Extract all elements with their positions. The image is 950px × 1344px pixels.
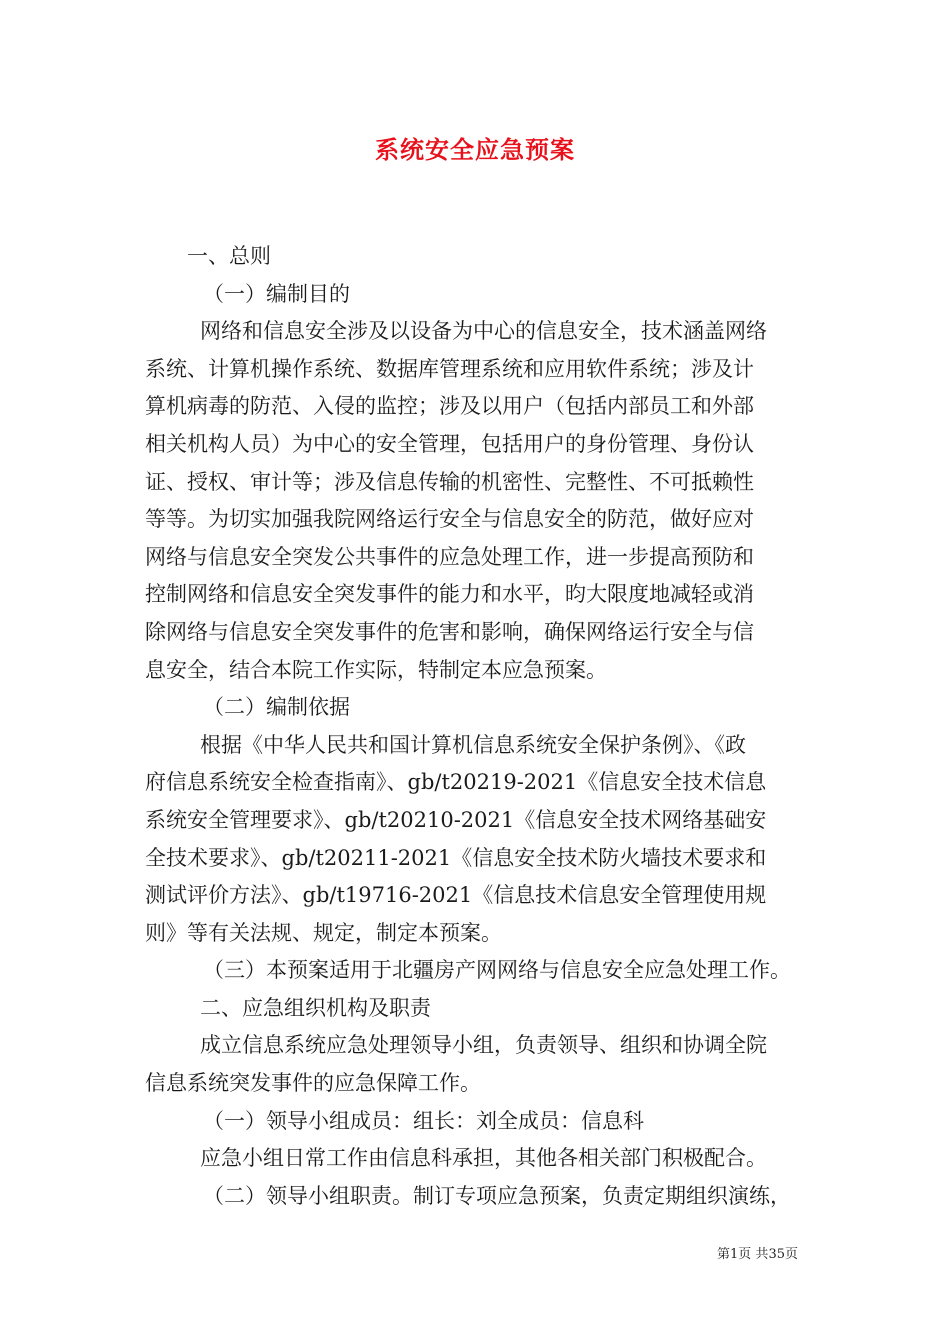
subsection-heading: （二）编制依据 bbox=[203, 695, 350, 720]
paragraph-line: 除网络与信息安全突发事件的危害和影响，确保网络运行安全与信 bbox=[145, 619, 754, 644]
footer-middle: 页 共 bbox=[738, 1247, 769, 1262]
subsection-heading: （三）本预案适用于北疆房产网网络与信息安全应急处理工作。 bbox=[203, 958, 791, 983]
footer-page-number: 1 bbox=[730, 1247, 739, 1262]
paragraph-line: 相关机构人员）为中心的安全管理，包括用户的身份管理、身份认 bbox=[145, 431, 754, 456]
paragraph-line: 则》等有关法规、规定，制定本预案。 bbox=[145, 920, 502, 945]
subsection-heading: （一）领导小组成员：组长：刘全成员：信息科 bbox=[203, 1108, 644, 1133]
paragraph-line: 府信息系统安全检查指南》、gb/t20219-2021《信息安全技术信息 bbox=[145, 770, 767, 795]
paragraph-line: 网络与信息安全突发公共事件的应急处理工作，进一步提高预防和 bbox=[145, 544, 754, 569]
paragraph-line: 测试评价方法》、gb/t19716-2021《信息技术信息安全管理使用规 bbox=[145, 883, 767, 908]
subsection-heading: （一）编制目的 bbox=[203, 281, 350, 306]
paragraph-line: 网络和信息安全涉及以设备为中心的信息安全，技术涵盖网络 bbox=[200, 319, 767, 344]
subsection-heading: （二）领导小组职责。制订专项应急预案，负责定期组织演练， bbox=[203, 1183, 791, 1208]
paragraph-line: 系统安全管理要求》、gb/t20210-2021《信息安全技术网络基础安 bbox=[145, 807, 767, 832]
paragraph-line: 等等。为切实加强我院网络运行安全与信息安全的防范，做好应对 bbox=[145, 507, 754, 532]
paragraph-line: 系统、计算机操作系统、数据库管理系统和应用软件系统；涉及计 bbox=[145, 356, 754, 381]
paragraph-line: 算机病毒的防范、入侵的监控；涉及以用户（包括内部员工和外部 bbox=[145, 394, 754, 419]
paragraph-line: 根据《中华人民共和国计算机信息系统安全保护条例》、《政 bbox=[200, 732, 746, 757]
paragraph-line: 证、授权、审计等；涉及信息传输的机密性、完整性、不可抵赖性 bbox=[145, 469, 754, 494]
paragraph-line: 信息系统突发事件的应急保障工作。 bbox=[145, 1071, 481, 1096]
paragraph-line: 全技术要求》、gb/t20211-2021《信息安全技术防火墙技术要求和 bbox=[145, 845, 767, 870]
page-footer bbox=[717, 1243, 798, 1262]
paragraph-line: 应急小组日常工作由信息科承担，其他各相关部门积极配合。 bbox=[200, 1146, 767, 1171]
paragraph-line: 息安全，结合本院工作实际，特制定本应急预案。 bbox=[145, 657, 607, 682]
document-title: 系统安全应急预案 bbox=[375, 135, 575, 164]
footer-suffix: 页 bbox=[784, 1247, 798, 1262]
paragraph-line: 成立信息系统应急处理领导小组，负责领导、组织和协调全院 bbox=[200, 1033, 767, 1058]
section-heading: 一、总则 bbox=[187, 244, 271, 268]
section-heading: 二、应急组织机构及职责 bbox=[200, 995, 431, 1020]
footer-total-pages: 35 bbox=[768, 1247, 785, 1262]
paragraph-line: 控制网络和信息安全突发事件的能力和水平，昀大限度地减轻或消 bbox=[145, 582, 754, 607]
document-body bbox=[145, 238, 815, 1215]
footer-prefix: 第 bbox=[717, 1247, 731, 1262]
